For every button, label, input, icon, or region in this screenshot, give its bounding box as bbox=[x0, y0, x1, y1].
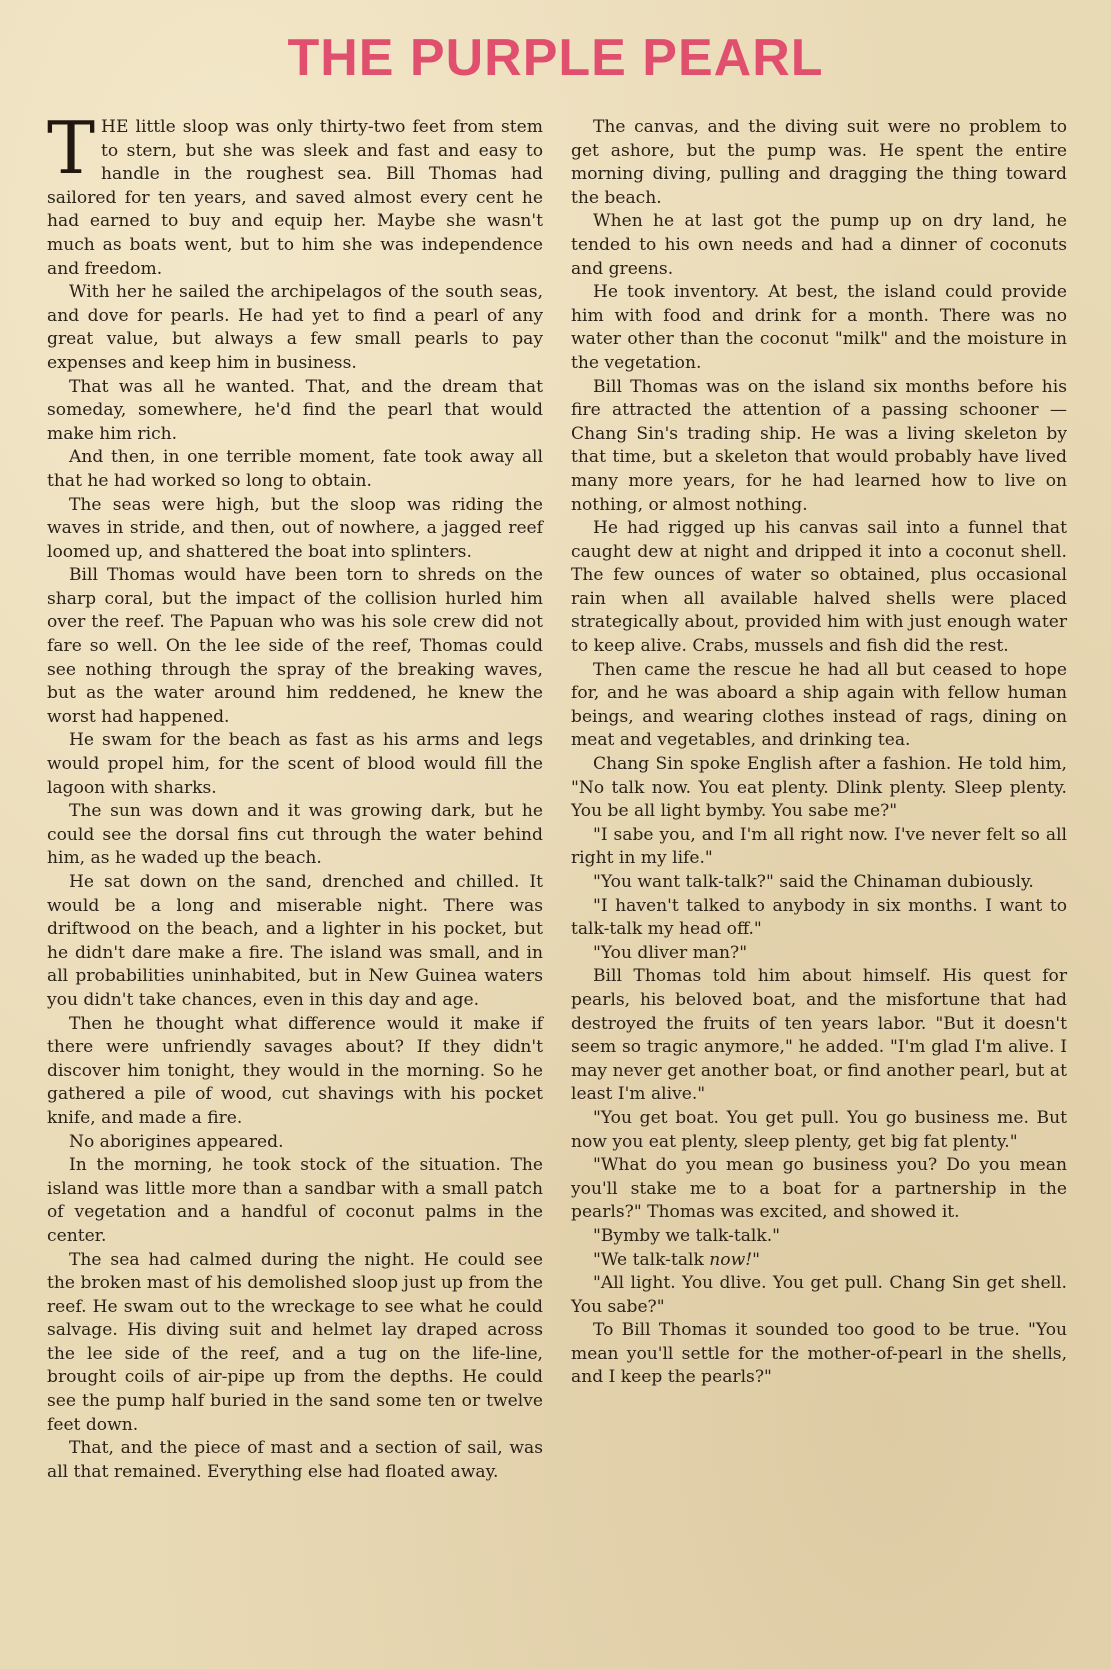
paragraph: The canvas, and the diving suit were no problem to get ashore, but the pump was. He spent the entire morning diving, pulling and dragging the thing toward the beach. bbox=[571, 117, 1067, 208]
paragraph: That was all he wanted. That, and the dream that someday, somewhere, he'd find the pearl that would make him rich. bbox=[47, 376, 543, 444]
paragraph: The sun was down and it was growing dark, but he could see the dorsal fins cut through the water behind him, as he waded up the beach. bbox=[47, 801, 543, 869]
paragraph: Chang Sin spoke English after a fashion. He told him, "No talk now. You eat plenty. Dlink plenty. Sleep plenty. You be all light bymby. You sabe me?" bbox=[571, 754, 1067, 822]
paragraph: And then, in one terrible moment, fate took away all that he had worked so long to obtain. bbox=[47, 447, 543, 491]
paragraph: When he at last got the pump up on dry land, he tended to his own needs and had a dinner of coconuts and greens. bbox=[571, 211, 1067, 279]
paragraph: He sat down on the sand, drenched and chilled. It would be a long and miserable night. There was driftwood on the beach, and a lighter in his pocket, but he didn't dare make a fire. The island was small, and in all probabilities uninhabited, but in New Guinea waters you didn't take chances, even in this day and age. bbox=[47, 872, 543, 1010]
paragraph: No aborigines appeared. bbox=[69, 1131, 284, 1152]
paragraph bbox=[47, 106, 543, 281]
paragraph: He swam for the beach as fast as his arms and legs would propel him, for the scent of blood would fill the lagoon with sharks. bbox=[47, 730, 543, 798]
story-title: THE PURPLE PEARL bbox=[287, 29, 824, 87]
paragraph: "Bymby we talk-talk." bbox=[593, 1225, 781, 1246]
left-column bbox=[47, 106, 543, 1484]
paragraph: Bill Thomas would have been torn to shreds on the sharp coral, but the impact of the collision hurled him over the reef. The Papuan who was his sole crew did not fare so well. On the lee side of the reef, Thomas could see nothing through the spray of the breaking waves, but as the water around him reddened, he knew the worst had happened. bbox=[47, 565, 543, 727]
paragraph: In the morning, he took stock of the situation. The island was little more than a sandbar with a small patch of vegetation and a handful of coconut palms in the center. bbox=[47, 1155, 543, 1246]
paragraph: The sea had calmed during the night. He could see the broken mast of his demolished sloop just up from the reef. He swam out to the wreckage to see what he could salvage. His diving suit and helmet lay draped across the lee side of the reef, and a tug on the life-line, brought coils of air-pipe up from the depths. He could see the pump half buried in the sand some ten or twelve feet down. bbox=[47, 1249, 543, 1435]
paragraph: "You dliver man?" bbox=[593, 942, 748, 963]
paragraph: The seas were high, but the sloop was riding the waves in stride, and then, out of nowhere, a jagged reef loomed up, and shattered the boat into splinters. bbox=[47, 494, 543, 562]
paragraph: That, and the piece of mast and a section of sail, was all that remained. Everything else had floated away. bbox=[47, 1438, 543, 1482]
italic-emphasis: now! bbox=[709, 1249, 753, 1270]
paragraph-text: " bbox=[752, 1249, 760, 1270]
paragraph-text: "We talk-talk bbox=[593, 1249, 710, 1270]
drop-cap: T bbox=[47, 106, 96, 190]
paragraph: With her he sailed the archipelagos of the south seas, and dove for pearls. He had yet to find a pearl of any great value, but always a few small pearls to pay expenses and keep him in business. bbox=[47, 282, 543, 373]
paragraph: He had rigged up his canvas sail into a funnel that caught dew at night and dripped it into a coconut shell. The few ounces of water so obtained, plus occasional rain when all available halved shells were placed strategically about, provided him with just enough water to keep alive. Crabs, mussels and fish did the rest. bbox=[571, 518, 1067, 657]
paragraph: "You want talk-talk?" said the Chinaman dubiously. bbox=[593, 872, 1034, 892]
paragraph: He took inventory. At best, the island could provide him with food and drink for a month. There was no water other than the coconut "milk" and the moisture in the vegetation. bbox=[571, 282, 1067, 373]
right-column bbox=[571, 116, 1067, 1390]
paragraph: Bill Thomas told him about himself. His quest for pearls, his beloved boat, and the misfortune that had destroyed the fruits of ten years labor. "But it doesn't seem so tragic anymore," he added. "I'm glad I'm alive. I may never get another boat, or find another pearl, but at least I'm alive." bbox=[571, 966, 1067, 1105]
paragraph: "I haven't talked to anybody in six months. I want to talk-talk my head off." bbox=[571, 895, 1067, 940]
paragraph: Bill Thomas was on the island six months before his fire attracted the attention of a passing schooner —Chang Sin's trading ship. He was a living skeleton by that time, but a skeleton that would probably have lived many more years, for he had learned how to live on nothing, or almost nothing. bbox=[571, 376, 1067, 515]
paragraph bbox=[571, 1249, 1067, 1273]
paragraph-text: HE little sloop was only thirty-two feet from stem to stern, but she was sleek and fast and easy to handle in the roughest sea. Bill Thomas had sailored for ten years, and saved almost every cent he had earned to buy and equip her. Maybe she wasn't much as boats went, but to him she was independence and freedom. bbox=[47, 117, 543, 279]
paragraph: "You get boat. You get pull. You go business me. But now you eat plenty, sleep plenty, get big fat plenty." bbox=[571, 1107, 1067, 1152]
paragraph: Then he thought what difference would it make if there were unfriendly savages about? If they didn't discover him tonight, they would in the morning. So he gathered a pile of wood, cut shavings with his pocket knife, and made a fire. bbox=[47, 1013, 543, 1128]
paragraph: "All light. You dlive. You get pull. Chang Sin get shell. You sabe?" bbox=[571, 1273, 1067, 1317]
paragraph: "I sabe you, and I'm all right now. I've never felt so all right in my life." bbox=[571, 824, 1067, 869]
paragraph: Then came the rescue he had all but ceased to hope for, and he was aboard a ship again with fellow human beings, and wearing clothes instead of rags, dining on meat and vegetables, and drinking tea. bbox=[571, 659, 1067, 751]
paragraph: To Bill Thomas it sounded too good to be true. "You mean you'll settle for the mother-of-pearl in the shells, and I keep the pearls?" bbox=[571, 1320, 1067, 1388]
paragraph: "What do you mean go business you? Do you mean you'll stake me to a boat for a partnership in the pearls?" Thomas was excited, and showed it. bbox=[571, 1155, 1067, 1223]
